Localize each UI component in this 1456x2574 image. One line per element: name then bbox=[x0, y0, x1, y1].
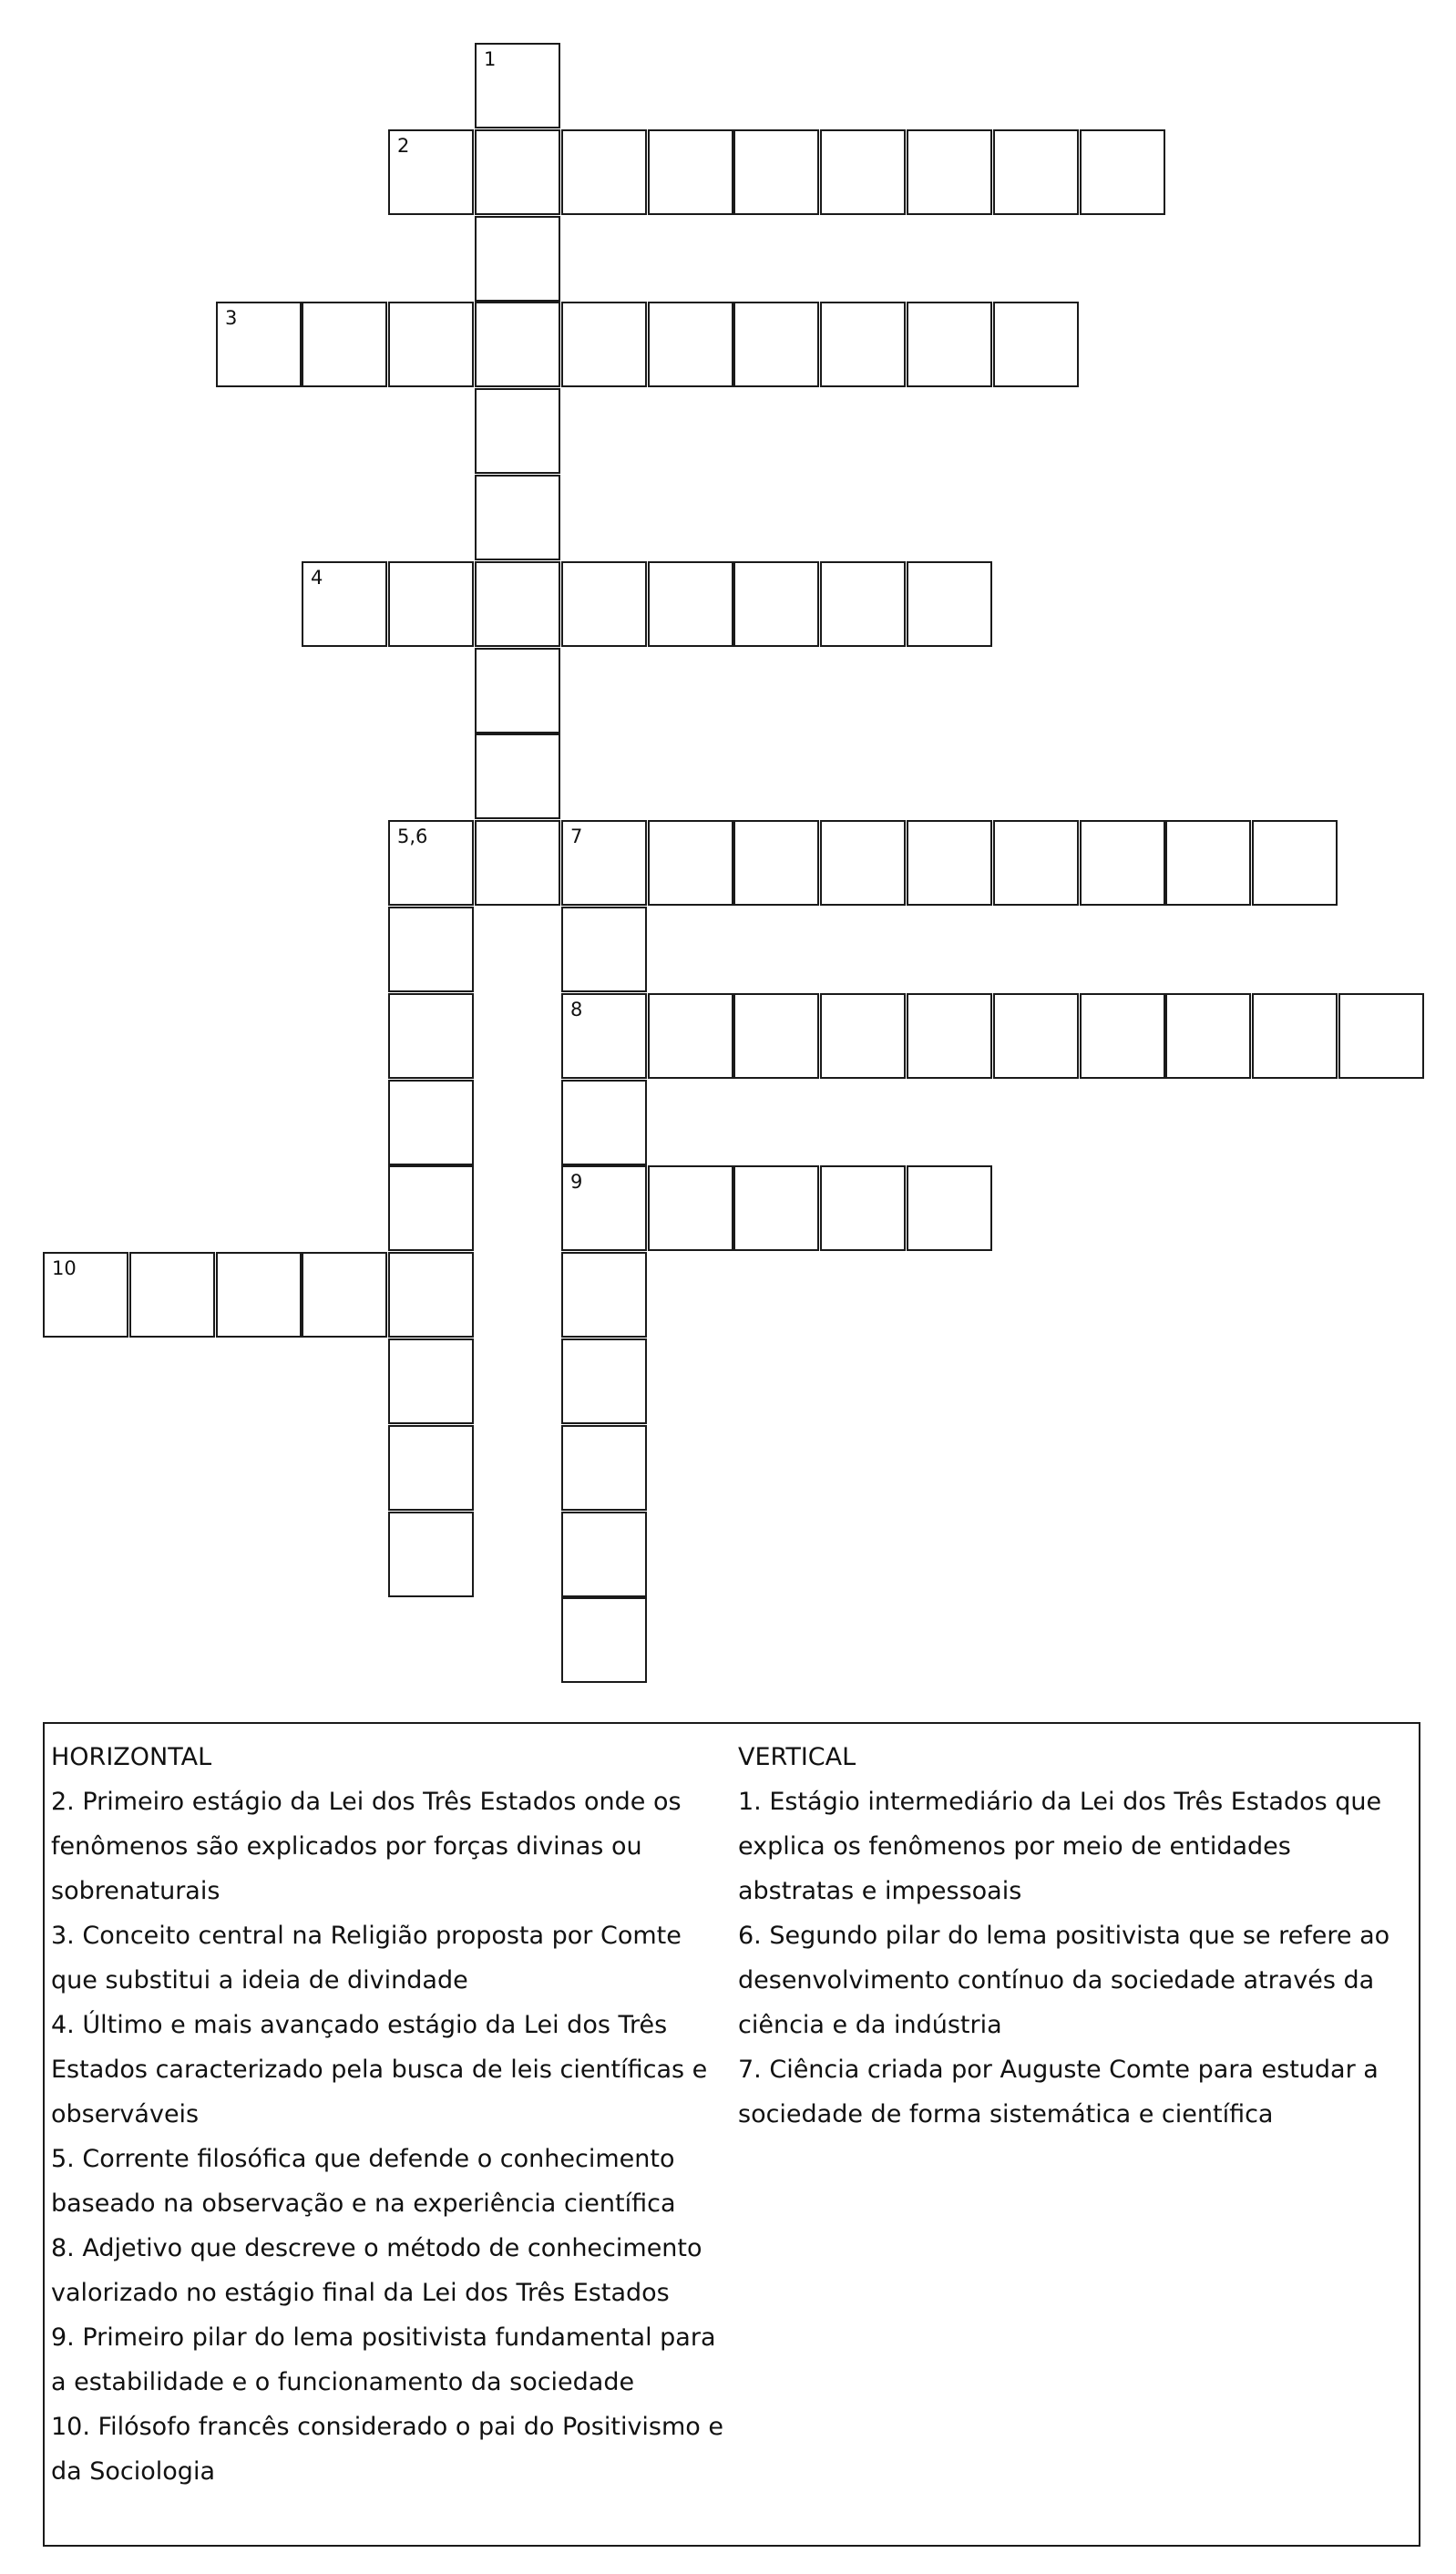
grid-cell[interactable] bbox=[1252, 820, 1338, 906]
grid-cell[interactable] bbox=[1080, 993, 1165, 1079]
grid-cell[interactable] bbox=[993, 820, 1079, 906]
grid-cell[interactable] bbox=[648, 302, 733, 387]
grid-cell[interactable] bbox=[820, 129, 906, 215]
grid-cell[interactable] bbox=[648, 993, 733, 1079]
grid-cell[interactable] bbox=[561, 820, 647, 906]
horizontal-clues bbox=[51, 1735, 734, 2494]
grid-cell[interactable] bbox=[475, 648, 560, 733]
vertical-clues bbox=[738, 1735, 1412, 2137]
grid-cell[interactable] bbox=[907, 561, 992, 647]
grid-cell[interactable] bbox=[388, 907, 474, 992]
clue-v-7: 7. Ciência criada por Auguste Comte para estudar a sociedade de forma sistemática e científica bbox=[738, 2056, 1379, 2128]
grid-cell[interactable] bbox=[820, 302, 906, 387]
grid-cell[interactable] bbox=[475, 475, 560, 560]
clue-number: 10 bbox=[52, 1257, 77, 1279]
clue-h-9: 9. Primeiro pilar do lema positivista fundamental para a estabilidade e o funcionamento da sociedade bbox=[51, 2323, 716, 2396]
clue-number: 3 bbox=[225, 307, 238, 329]
grid-cell[interactable] bbox=[388, 129, 474, 215]
clue-h-2: 2. Primeiro estágio da Lei dos Três Estados onde os fenômenos são explicados por forças divinas ou sobrenaturais bbox=[51, 1788, 682, 1905]
grid-cell[interactable] bbox=[561, 907, 647, 992]
grid-cell[interactable] bbox=[907, 820, 992, 906]
grid-cell[interactable] bbox=[561, 993, 647, 1079]
vertical-heading: VERTICAL bbox=[738, 1743, 856, 1771]
grid-cell[interactable] bbox=[475, 129, 560, 215]
grid-cell[interactable] bbox=[733, 820, 819, 906]
grid-cell[interactable] bbox=[388, 993, 474, 1079]
grid-cell[interactable] bbox=[1165, 820, 1251, 906]
grid-cell[interactable] bbox=[129, 1252, 215, 1338]
grid-cell[interactable] bbox=[475, 733, 560, 819]
grid-cell[interactable] bbox=[561, 302, 647, 387]
grid-cell[interactable] bbox=[907, 1165, 992, 1251]
grid-cell[interactable] bbox=[648, 1165, 733, 1251]
grid-cell[interactable] bbox=[388, 1080, 474, 1165]
clue-number: 9 bbox=[570, 1171, 583, 1193]
grid-cell[interactable] bbox=[993, 993, 1079, 1079]
clue-h-4: 4. Último e mais avançado estágio da Lei dos Três Estados caracterizado pela busca de leis científicas e observáveis bbox=[51, 2011, 708, 2128]
grid-cell[interactable] bbox=[561, 561, 647, 647]
grid-cell[interactable] bbox=[820, 561, 906, 647]
grid-cell[interactable] bbox=[820, 820, 906, 906]
grid-cell[interactable] bbox=[1252, 993, 1338, 1079]
grid-cell[interactable] bbox=[907, 302, 992, 387]
grid-cell[interactable] bbox=[907, 993, 992, 1079]
grid-cell[interactable] bbox=[733, 302, 819, 387]
clue-number: 1 bbox=[484, 48, 497, 70]
grid-cell[interactable] bbox=[1338, 993, 1424, 1079]
grid-cell[interactable] bbox=[648, 561, 733, 647]
grid-cell[interactable] bbox=[1080, 129, 1165, 215]
grid-cell[interactable] bbox=[388, 1425, 474, 1511]
grid-cell[interactable] bbox=[388, 1338, 474, 1424]
horizontal-heading: HORIZONTAL bbox=[51, 1743, 212, 1771]
grid-cell[interactable] bbox=[820, 993, 906, 1079]
clue-number: 4 bbox=[311, 567, 323, 589]
grid-cell[interactable] bbox=[561, 1080, 647, 1165]
grid-cell[interactable] bbox=[388, 1252, 474, 1338]
clue-number: 7 bbox=[570, 826, 583, 847]
grid-cell[interactable] bbox=[388, 1165, 474, 1251]
clue-h-10: 10. Filósofo francês considerado o pai do Positivismo e da Sociologia bbox=[51, 2413, 724, 2486]
clues-panel bbox=[43, 1722, 1420, 2547]
grid-cell[interactable] bbox=[733, 561, 819, 647]
grid-cell[interactable] bbox=[733, 993, 819, 1079]
grid-cell[interactable] bbox=[907, 129, 992, 215]
grid-cell[interactable] bbox=[648, 820, 733, 906]
grid-cell[interactable] bbox=[302, 1252, 387, 1338]
grid-cell[interactable] bbox=[561, 1338, 647, 1424]
grid-cell[interactable] bbox=[993, 129, 1079, 215]
grid-cell[interactable] bbox=[475, 388, 560, 474]
grid-cell[interactable] bbox=[648, 129, 733, 215]
clue-number: 2 bbox=[397, 135, 410, 157]
clue-h-8: 8. Adjetivo que descreve o método de conhecimento valorizado no estágio final da Lei dos Três Estados bbox=[51, 2234, 702, 2307]
grid-cell[interactable] bbox=[561, 1597, 647, 1683]
grid-cell[interactable] bbox=[1165, 993, 1251, 1079]
clue-v-6: 6. Segundo pilar do lema positivista que se refere ao desenvolvimento contínuo da sociedade através da ciência e da indústria bbox=[738, 1922, 1390, 2039]
clue-v-1: 1. Estágio intermediário da Lei dos Três Estados que explica os fenômenos por meio de entidades abstratas e impessoais bbox=[738, 1788, 1382, 1905]
grid-cell[interactable] bbox=[43, 1252, 128, 1338]
clue-number: 8 bbox=[570, 999, 583, 1020]
grid-cell[interactable] bbox=[388, 561, 474, 647]
grid-cell[interactable] bbox=[561, 1512, 647, 1597]
grid-cell[interactable] bbox=[475, 216, 560, 302]
grid-cell[interactable] bbox=[388, 302, 474, 387]
grid-cell[interactable] bbox=[302, 302, 387, 387]
grid-cell[interactable] bbox=[475, 561, 560, 647]
grid-cell[interactable] bbox=[388, 820, 474, 906]
grid-cell[interactable] bbox=[561, 1252, 647, 1338]
grid-cell[interactable] bbox=[733, 129, 819, 215]
grid-cell[interactable] bbox=[561, 1165, 647, 1251]
clue-h-5: 5. Corrente filosófica que defende o conhecimento baseado na observação e na experiência científica bbox=[51, 2145, 676, 2218]
grid-cell[interactable] bbox=[216, 302, 302, 387]
grid-cell[interactable] bbox=[1080, 820, 1165, 906]
grid-cell[interactable] bbox=[475, 302, 560, 387]
grid-cell[interactable] bbox=[993, 302, 1079, 387]
clue-number: 5,6 bbox=[397, 826, 428, 847]
grid-cell[interactable] bbox=[820, 1165, 906, 1251]
grid-cell[interactable] bbox=[733, 1165, 819, 1251]
grid-cell[interactable] bbox=[388, 1512, 474, 1597]
grid-cell[interactable] bbox=[475, 820, 560, 906]
grid-cell[interactable] bbox=[561, 1425, 647, 1511]
grid-cell[interactable] bbox=[216, 1252, 302, 1338]
grid-cell[interactable] bbox=[561, 129, 647, 215]
grid-cell[interactable] bbox=[475, 43, 560, 128]
clue-h-3: 3. Conceito central na Religião proposta por Comte que substitui a ideia de divindade bbox=[51, 1922, 682, 1995]
grid-cell[interactable] bbox=[302, 561, 387, 647]
